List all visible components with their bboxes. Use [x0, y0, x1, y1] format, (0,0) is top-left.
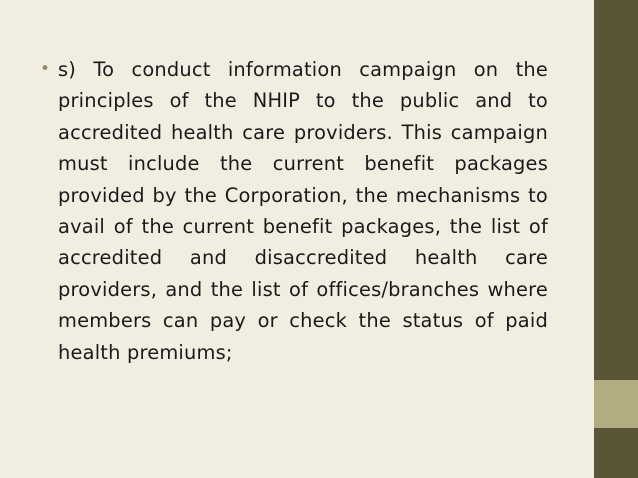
slide-content: [40, 54, 548, 368]
bullet-item: [40, 54, 548, 368]
sidebar-accent-block: [594, 380, 638, 428]
bullet-icon: •: [40, 59, 51, 79]
bullet-text: s) To conduct information campaign on the principles of the NHIP to the public and to accredited health care providers. This campaign must include the current benefit packages provided by the Corporation, the mechanisms to avail of the current benefit packages, the list of accredited and disaccredited health care providers, and the list of offices/branches where members can pay or check the status of paid health premiums;: [58, 58, 548, 364]
